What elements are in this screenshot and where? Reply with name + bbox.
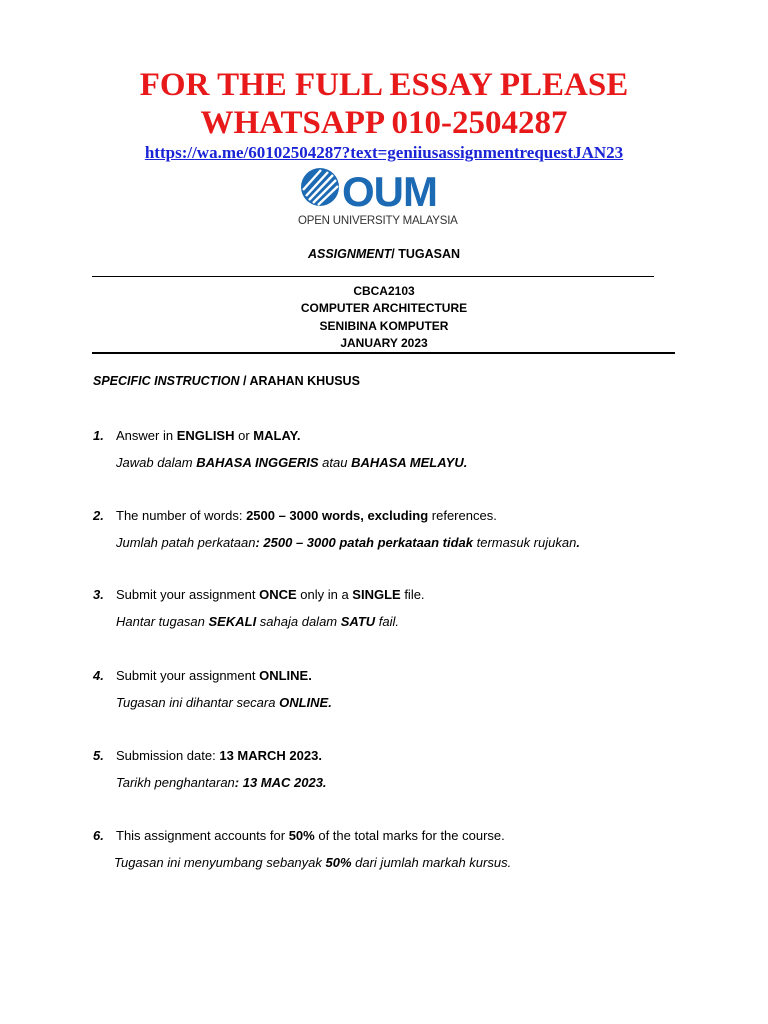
item-segment: Answer in <box>116 428 177 443</box>
divider-bottom <box>92 352 675 354</box>
item-segment: Submission date: <box>116 748 220 763</box>
item-text-ms <box>116 695 332 710</box>
item-emphasis: MALAY. <box>253 428 301 443</box>
item-segment: atau <box>318 455 352 470</box>
item-text-en <box>116 428 301 443</box>
item-segment: Hantar tugasan <box>116 614 209 629</box>
item-emphasis: 50% <box>325 855 352 870</box>
logo-subtitle: OPEN UNIVERSITY MALAYSIA <box>298 215 458 227</box>
item-emphasis: SATU <box>340 614 376 629</box>
item-number: 1. <box>93 428 104 443</box>
item-text-ms <box>116 535 580 550</box>
item-text-ms <box>116 614 399 629</box>
item-emphasis: 13 MARCH 2023. <box>219 748 322 763</box>
item-text-ms <box>116 775 327 790</box>
assignment-en: ASSIGNMENT <box>307 247 392 261</box>
item-number: 2. <box>93 508 104 523</box>
item-segment: termasuk rujukan <box>473 535 577 550</box>
item-number: 5. <box>93 748 104 763</box>
item-emphasis: ONLINE. <box>259 668 312 683</box>
item-segment: dari jumlah markah kursus. <box>351 855 512 870</box>
instruction-en: SPECIFIC INSTRUCTION <box>93 374 240 388</box>
item-emphasis: BAHASA MELAYU. <box>351 455 468 470</box>
assignment-heading <box>0 247 768 261</box>
item-segment: Tarikh penghantaran <box>116 775 235 790</box>
course-code: CBCA2103 <box>353 284 415 298</box>
item-emphasis: BAHASA INGGERIS <box>196 455 319 470</box>
item-segment: fail. <box>375 614 400 629</box>
item-emphasis: SEKALI <box>208 614 257 629</box>
item-emphasis: ENGLISH <box>176 428 235 443</box>
course-title-en: COMPUTER ARCHITECTURE <box>300 301 468 315</box>
oum-wordmark: OUM <box>342 168 437 215</box>
item-text-en <box>116 828 505 843</box>
item-emphasis: : 2500 – 3000 patah perkataan tidak <box>255 535 473 550</box>
item-segment: only in a <box>296 587 353 602</box>
promo-line-2: WHATSAPP 010-2504287 <box>200 105 568 141</box>
item-segment: Jumlah patah perkataan <box>116 535 256 550</box>
item-segment: Tugasan ini menyumbang sebanyak <box>114 855 326 870</box>
item-segment: The number of words: <box>116 508 247 523</box>
item-number: 3. <box>93 587 104 602</box>
item-text-en <box>116 508 497 523</box>
item-segment: This assignment accounts for <box>116 828 289 843</box>
divider-top <box>92 276 654 277</box>
item-text-ms <box>116 455 467 470</box>
item-segment: Jawab dalam <box>116 455 197 470</box>
globe-icon <box>301 168 339 206</box>
item-emphasis: . <box>576 535 580 550</box>
item-emphasis: ONLINE. <box>279 695 332 710</box>
item-segment: references. <box>428 508 497 523</box>
instruction-ms: / ARAHAN KHUSUS <box>239 374 360 388</box>
item-emphasis: SINGLE <box>352 587 401 602</box>
item-segment: or <box>234 428 254 443</box>
promo-line-1: FOR THE FULL ESSAY PLEASE <box>139 67 629 103</box>
item-text-en <box>116 668 312 683</box>
item-segment: Submit your assignment <box>116 587 260 602</box>
item-emphasis: 50% <box>288 828 315 843</box>
item-emphasis: : 13 MAC 2023. <box>234 775 327 790</box>
assignment-ms: / TUGASAN <box>391 247 461 261</box>
item-segment: of the total marks for the course. <box>314 828 505 843</box>
item-text-ms <box>114 855 511 870</box>
item-segment: file. <box>400 587 425 602</box>
item-number: 6. <box>93 828 104 843</box>
course-title-ms: SENIBINA KOMPUTER <box>319 319 449 333</box>
course-term: JANUARY 2023 <box>340 336 428 350</box>
whatsapp-link[interactable]: https://wa.me/60102504287?text=geniiusassignmentrequestJAN23 <box>144 143 624 162</box>
item-number: 4. <box>93 668 104 683</box>
item-segment: Submit your assignment <box>116 668 260 683</box>
item-emphasis: ONCE <box>259 587 297 602</box>
item-emphasis: 2500 – 3000 words, excluding <box>246 508 429 523</box>
item-segment: Tugasan ini dihantar secara <box>116 695 280 710</box>
item-segment: sahaja dalam <box>256 614 341 629</box>
specific-instruction-heading <box>93 374 360 388</box>
item-text-en <box>116 748 322 763</box>
promo-banner <box>0 66 768 142</box>
item-text-en <box>116 587 425 602</box>
